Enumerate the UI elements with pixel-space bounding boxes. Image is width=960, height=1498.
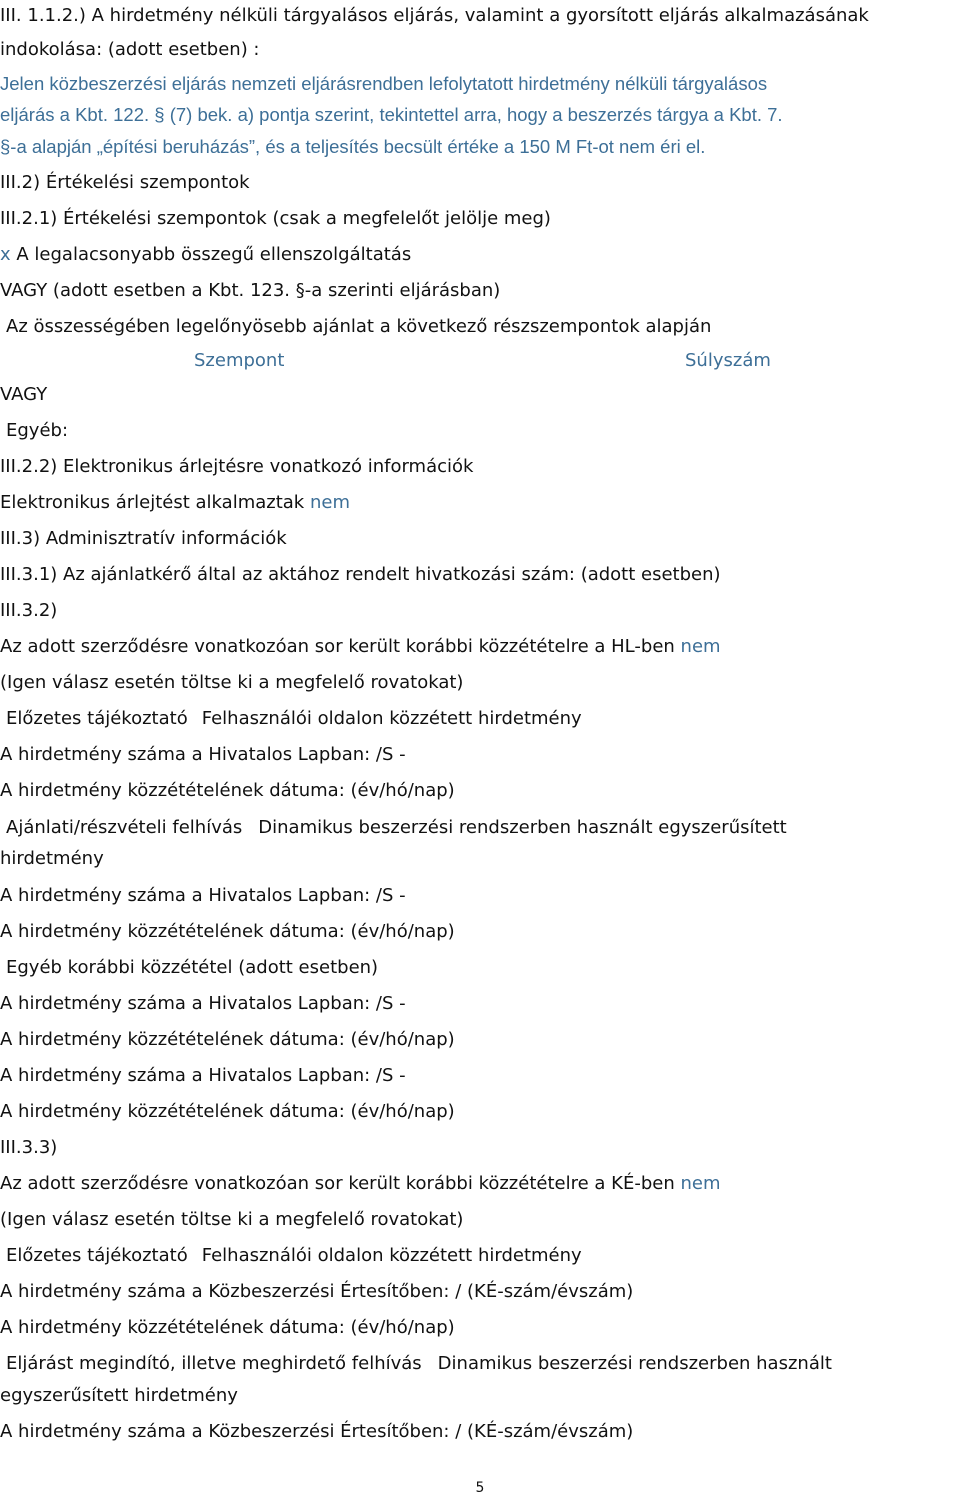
section-heading: III.2.2) Elektronikus árlejtésre vonatkozó információk — [0, 456, 474, 477]
text-line: Ajánlati/részvételi felhívás Dinamikus beszerzési rendszerben használt egyszerűsített — [6, 817, 787, 838]
page-number: 5 — [475, 1480, 485, 1496]
text-line: Jelen közbeszerzési eljárás nemzeti eljárásrendben lefolytatott hirdetmény nélküli tárgyalásos — [0, 73, 768, 94]
section-heading: III.2) Értékelési szempontok — [0, 172, 250, 193]
text-line: III.2.1) Értékelési szempontok (csak a megfelelőt jelölje meg) — [0, 208, 551, 229]
text-line: A hirdetmény száma a Hivatalos Lapban: /S - — [0, 993, 406, 1014]
text-line: Eljárást megindító, illetve meghirdető felhívás Dinamikus beszerzési rendszerben használt — [6, 1353, 832, 1374]
text-line: Az adott szerződésre vonatkozóan sor került korábbi közzétételre a KÉ-ben nem — [0, 1173, 721, 1194]
text-line: Egyéb: — [6, 420, 69, 441]
text-line: A hirdetmény közzétételének dátuma: (év/hó/nap) — [0, 921, 455, 942]
text-line: eljárás a Kbt. 122. § (7) bek. a) pontja szerint, tekintettel arra, hogy a beszerzés tárgya a Kbt. 7. — [0, 104, 783, 125]
text-line: (Igen válasz esetén töltse ki a megfelelő rovatokat) — [0, 672, 464, 693]
text-line: x A legalacsonyabb összegű ellenszolgáltatás — [0, 244, 412, 265]
text-line: A hirdetmény közzétételének dátuma: (év/hó/nap) — [0, 1101, 455, 1122]
text-line: egyszerűsített hirdetmény — [0, 1385, 238, 1406]
checkbox-mark: x — [0, 244, 11, 265]
text-line: VAGY — [0, 384, 48, 405]
criterion-header: Szempont — [194, 350, 285, 371]
text-line: A hirdetmény közzétételének dátuma: (év/hó/nap) — [0, 780, 455, 801]
text-line: VAGY (adott esetben a Kbt. 123. §-a szerinti eljárásban) — [0, 280, 501, 301]
text-line: Az adott szerződésre vonatkozóan sor került korábbi közzétételre a HL-ben nem — [0, 636, 721, 657]
section-heading: III.3.3) — [0, 1137, 58, 1158]
text-line: A hirdetmény közzétételének dátuma: (év/hó/nap) — [0, 1317, 455, 1338]
text-line: Előzetes tájékoztató Felhasználói oldalon közzétett hirdetmény — [6, 1245, 582, 1266]
text-line: §-a alapján „építési beruházás”, és a teljesítés becsült értéke a 150 M Ft-ot nem éri el. — [0, 136, 706, 157]
section-heading: III.3) Adminisztratív információk — [0, 528, 287, 549]
text-line: A hirdetmény száma a Hivatalos Lapban: /S - — [0, 744, 406, 765]
text-line: A hirdetmény közzétételének dátuma: (év/hó/nap) — [0, 1029, 455, 1050]
text-line: A hirdetmény száma a Közbeszerzési Értesítőben: / (KÉ-szám/évszám) — [0, 1421, 634, 1442]
weight-header: Súlyszám — [685, 350, 771, 371]
text-line: III.3.1) Az ajánlatkérő által az aktához rendelt hivatkozási szám: (adott esetben) — [0, 564, 721, 585]
text-line: III. 1.1.2.) A hirdetmény nélküli tárgyalásos eljárás, valamint a gyorsított eljárás alkalmazásának — [0, 5, 869, 26]
text-line: Egyéb korábbi közzététel (adott esetben) — [6, 957, 379, 978]
section-heading: III.3.2) — [0, 600, 58, 621]
text-line: A hirdetmény száma a Hivatalos Lapban: /S - — [0, 1065, 406, 1086]
text-line: Az összességében legelőnyösebb ajánlat a következő részszempontok alapján — [6, 316, 712, 337]
text-line: Előzetes tájékoztató Felhasználói oldalon közzétett hirdetmény — [6, 708, 582, 729]
text-line: Elektronikus árlejtést alkalmaztak nem — [0, 492, 350, 513]
text-line: indokolása: (adott esetben) : — [0, 39, 260, 60]
text-line: A hirdetmény száma a Közbeszerzési Értesítőben: / (KÉ-szám/évszám) — [0, 1281, 634, 1302]
text-line: hirdetmény — [0, 848, 104, 869]
text-line: A hirdetmény száma a Hivatalos Lapban: /S - — [0, 885, 406, 906]
text-line: (Igen válasz esetén töltse ki a megfelelő rovatokat) — [0, 1209, 464, 1230]
